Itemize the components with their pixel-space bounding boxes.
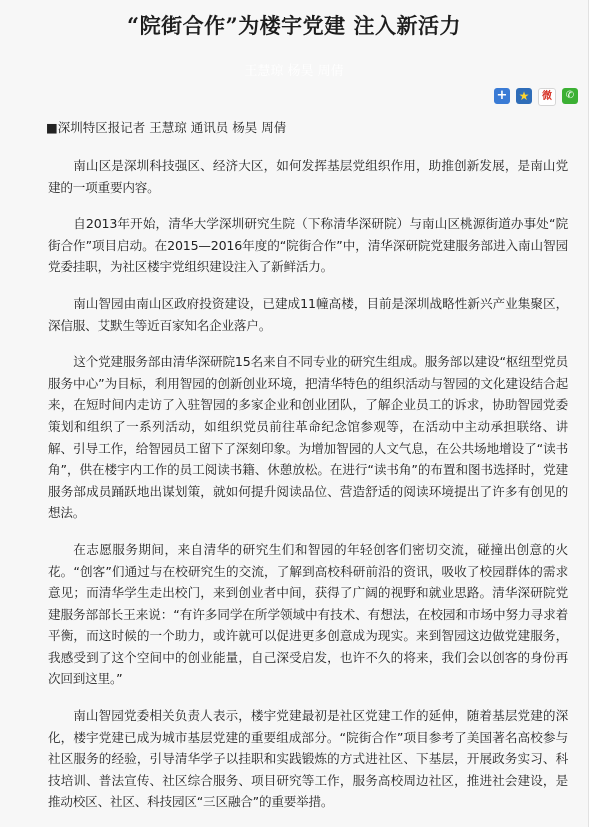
paragraph: 自2013年开始，清华大学深圳研究生院（下称清华深研院）与南山区桃源街道办事处“院街合作”项目启动。在2015—2016年度的“院街合作”中，清华深研院党建服务部进入南山智园党委挂职，为社区楼宇党组织建设注入了新鲜活力。 <box>48 216 568 275</box>
share-more-icon[interactable]: + <box>494 88 510 104</box>
article-authors: 王慧琼 杨昊 周倩 <box>244 64 344 79</box>
share-toolbar <box>494 88 578 106</box>
paragraph: 在志愿服务期间，来自清华的研究生们和智园的年轻创客们密切交流，碰撞出创意的火花。“创客”们通过与在校研究生的交流，了解到高校科研前沿的资讯，吸收了校园群体的需求意见；而清华学生走出校门，来到创业者中间，获得了广阔的视野和就业思路。清华深研院党建服务部部长王来说：“有许多同学在所学领域中有技术、有想法，在校园和市场中努力寻求着平衡，而这时候的一个助力，或许就可以促进更多创意成为现实。来到智园这边做党建服务，我感受到了这个空间中的创业能量，自己深受启发，也许不久的将来，我们会以创客的身份再次回到这里。” <box>48 541 568 687</box>
paragraph: 南山智园党委相关负责人表示，楼宇党建最初是社区党建工作的延伸，随着基层党建的深化，楼宇党建已成为城市基层党建的重要组成部分。“院街合作”项目参考了美国著名高校参与社区服务的经验，引导清华学子以挂职和实践锻炼的方式进社区、下基层，开展政务实习、科技培训、普法宣传、社区综合服务、项目研究等工作，服务高校周边社区，推进社会建设，是推动校区、社区、科技园区“三区融合”的重要举措。 <box>48 708 568 810</box>
article-byline: ■深圳特区报记者 王慧琼 通讯员 杨昊 周倩 <box>46 120 287 135</box>
paragraph: 南山智园由南山区政府投资建设，已建成11幢高楼，目前是深圳战略性新兴产业集聚区，深信服、艾默生等近百家知名企业落户。 <box>48 295 568 333</box>
paragraph: 这个党建服务部由清华深研院15名来自不同专业的研究生组成。服务部以建设“枢纽型党员服务中心”为目标，利用智园的创新创业环境，把清华特色的组织活动与智园的文化建设结合起来，在短时间内走访了入驻智园的多家企业和创业团队，了解企业员工的诉求，协助智园党委策划和组织了一系列活动，如组织党员前往革命纪念馆参观等，在活动中主动承担联络、讲解、引导工作，给智园员工留下了深刻印象。为增加智园的人文气息，在公共场地增设了“读书角”，供在楼宇内工作的员工阅读书籍、休憩放松。在进行“读书角”的布置和图书选择时，党建服务部成员踊跃地出谋划策，就如何提升阅读品位、营造舒适的阅读环境提出了许多有创见的想法。 <box>48 354 568 521</box>
paragraph: 南山区是深圳科技强区、经济大区，如何发挥基层党组织作用，助推创新发展，是南山党建的一项重要内容。 <box>48 158 568 195</box>
article-body <box>48 155 568 828</box>
qzone-share-icon[interactable]: ★ <box>516 88 532 104</box>
weibo-share-icon[interactable]: 微 <box>538 88 556 106</box>
article-title: “院街合作”为楼宇党建 注入新活力 <box>127 13 461 38</box>
wechat-share-icon[interactable]: ✆ <box>562 88 578 104</box>
